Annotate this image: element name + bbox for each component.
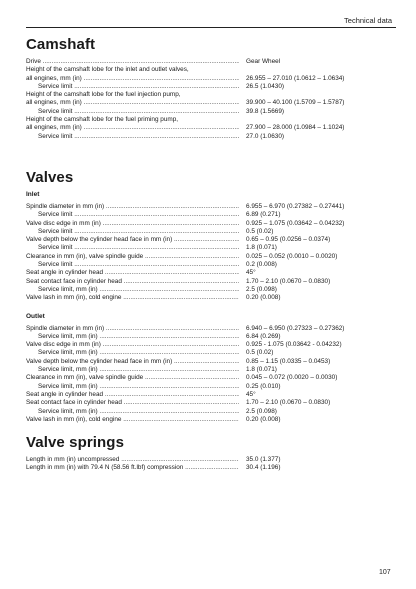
- spec-row: [26, 220, 392, 228]
- spec-value: 0.925 – 1.075 (0.03642 – 0.04232): [246, 219, 345, 227]
- spec-row: [26, 203, 392, 211]
- spec-value: 6.940 – 6.950 (0.27323 – 0.27362): [246, 324, 345, 332]
- spec-label: Service limit .....: [26, 228, 239, 236]
- spec-row: [26, 99, 392, 107]
- valve-springs-heading: Valve springs: [26, 434, 125, 452]
- spec-row: [26, 383, 392, 391]
- spec-row: [26, 366, 392, 374]
- spec-row: [26, 286, 392, 294]
- spec-row: [26, 253, 392, 261]
- spec-value: 0.20 (0.008): [246, 294, 281, 302]
- spec-label: Service limit, mm (in) .....: [26, 333, 239, 341]
- spec-label: Seat angle in cylinder head .....: [26, 391, 239, 399]
- spec-value: 0.20 (0.008): [246, 415, 281, 423]
- spec-value: 0.65 – 0.95 (0.0256 – 0.0374): [246, 236, 331, 244]
- spec-label: Clearance in mm (in), valve spindle guide .....: [26, 253, 239, 261]
- spec-value: 0.925 - 1.075 (0.03642 - 0.04232): [246, 341, 342, 349]
- spec-label: Service limit .....: [26, 83, 239, 91]
- spec-value: 2.5 (0.098): [246, 407, 277, 415]
- spec-label: Valve disc edge in mm (in) .....: [26, 341, 239, 349]
- spec-row: [26, 108, 392, 116]
- spec-value: 45°: [246, 269, 256, 277]
- spec-label: Seat contact face in cylinder head .....: [26, 399, 239, 407]
- spec-row: [26, 83, 392, 91]
- main-content: [26, 36, 392, 473]
- spec-row: [26, 464, 392, 472]
- spec-row: [26, 278, 392, 286]
- camshaft-heading: Camshaft: [26, 36, 96, 53]
- spec-value: 0.5 (0.02): [246, 227, 274, 235]
- outlet-table: [26, 325, 392, 425]
- spec-row: [26, 416, 392, 424]
- spec-row: [26, 408, 392, 416]
- spec-label: Valve depth below the cylinder head face in mm (in) .....: [26, 358, 239, 366]
- spec-value: 0.5 (0.02): [246, 349, 274, 357]
- spec-value: 1.70 – 2.10 (0.0670 – 0.0830): [246, 399, 331, 407]
- spec-value: [239, 116, 246, 124]
- spec-value: 26.955 – 27.010 (1.0612 – 1.0634): [246, 74, 345, 82]
- spec-label: Valve disc edge in mm (in) .....: [26, 220, 239, 228]
- spec-value: 30.4 (1.196): [246, 464, 281, 472]
- spec-label: Valve depth below the cylinder head face in mm (in) .....: [26, 236, 239, 244]
- spec-row: [26, 374, 392, 382]
- spec-value: 0.25 (0.010): [246, 382, 281, 390]
- spec-label: Height of the camshaft lobe for the inlet and outlet valves,: [26, 66, 189, 74]
- spec-label: Service limit, mm (in) .....: [26, 286, 239, 294]
- spec-label: Valve lash in mm (in), cold engine .....: [26, 294, 239, 302]
- spec-value: Gear Wheel: [246, 58, 281, 65]
- spec-label: Service limit, mm (in) .....: [26, 366, 239, 374]
- spec-row: [26, 116, 392, 124]
- spec-row: [26, 228, 392, 236]
- spec-label: Service limit, mm (in) .....: [26, 383, 239, 391]
- spec-value: 35.0 (1.377): [246, 456, 281, 464]
- spec-value: 6.89 (0.271): [246, 211, 281, 219]
- spec-label: all engines, mm (in) .....: [26, 75, 239, 83]
- spec-row: [26, 236, 392, 244]
- spec-label: Service limit, mm (in) .....: [26, 349, 239, 357]
- header-bar: [26, 7, 396, 28]
- spec-value: [239, 66, 246, 74]
- spec-row: [26, 211, 392, 219]
- spec-value: 27.0 (1.0630): [246, 132, 285, 140]
- spec-row: [26, 358, 392, 366]
- spec-label: Drive .....: [26, 58, 239, 66]
- spec-row: [26, 261, 392, 269]
- spec-value: 6.84 (0.269): [246, 332, 281, 340]
- outlet-subheading: Outlet: [26, 312, 45, 320]
- inlet-subheading: Inlet: [26, 190, 40, 198]
- spec-label: Seat angle in cylinder head .....: [26, 269, 239, 277]
- spec-value: 26.5 (1.0430): [246, 82, 285, 90]
- spec-value: 1.70 – 2.10 (0.0670 – 0.0830): [246, 277, 331, 285]
- spec-label: Length in mm (in) with 79.4 N (58.56 ft.lbf) compression .....: [26, 464, 239, 472]
- spec-label: Service limit .....: [26, 108, 239, 116]
- spec-label: all engines, mm (in) .....: [26, 124, 239, 132]
- spec-label: Service limit .....: [26, 261, 239, 269]
- spec-row: [26, 75, 392, 83]
- spec-label: Length in mm (in) uncompressed .....: [26, 456, 239, 464]
- spec-value: 6.955 – 6.970 (0.27382 – 0.27441): [246, 202, 345, 210]
- spec-label: Clearance in mm (in), valve spindle guide .....: [26, 374, 239, 382]
- spec-value: 1.8 (0.071): [246, 244, 277, 252]
- spec-value: 0.025 – 0.052 (0.0010 – 0.0020): [246, 252, 338, 260]
- spec-row: [26, 244, 392, 252]
- spec-label: Service limit, mm (in) .....: [26, 408, 239, 416]
- spec-row: [26, 456, 392, 464]
- spec-value: 0.2 (0.008): [246, 261, 277, 269]
- spec-row: [26, 325, 392, 333]
- spec-label: Service limit .....: [26, 133, 239, 141]
- spec-row: [26, 399, 392, 407]
- spec-label: all engines, mm (in) .....: [26, 99, 239, 107]
- spec-row: [26, 124, 392, 132]
- spec-value: 39.900 – 40.100 (1.5709 – 1.5787): [246, 99, 345, 107]
- spec-value: 0.045 – 0.072 (0.0020 – 0.0030): [246, 374, 338, 382]
- spec-value: 39.8 (1.5669): [246, 107, 285, 115]
- camshaft-table: [26, 58, 392, 141]
- spec-row: [26, 133, 392, 141]
- spec-row: [26, 294, 392, 302]
- spec-label: Seat contact face in cylinder head .....: [26, 278, 239, 286]
- spec-row: [26, 391, 392, 399]
- spec-value: 0.85 – 1.15 (0.0335 – 0.0453): [246, 357, 331, 365]
- spec-row: [26, 349, 392, 357]
- spec-value: 1.8 (0.071): [246, 366, 277, 374]
- spec-value: 45°: [246, 390, 256, 398]
- spec-row: [26, 341, 392, 349]
- spec-row: [26, 269, 392, 277]
- spec-value: 2.5 (0.098): [246, 285, 277, 293]
- spec-label: Spindle diameter in mm (in) .....: [26, 325, 239, 333]
- spec-value: [239, 91, 246, 99]
- header-title: Technical data: [344, 16, 392, 25]
- valves-heading: Valves: [26, 168, 74, 186]
- spec-row: [26, 58, 392, 66]
- spec-label: Height of the camshaft lobe for the fuel injection pump,: [26, 91, 181, 99]
- spec-label: Valve lash in mm (in), cold engine .....: [26, 416, 239, 424]
- spec-row: [26, 91, 392, 99]
- spec-label: Height of the camshaft lobe for the fuel priming pump,: [26, 116, 179, 124]
- spec-row: [26, 66, 392, 74]
- inlet-table: [26, 203, 392, 303]
- spec-value: 27.900 – 28.000 (1.0984 – 1.1024): [246, 124, 345, 132]
- spec-label: Service limit .....: [26, 211, 239, 219]
- spec-row: [26, 333, 392, 341]
- page-number: 107: [379, 569, 391, 576]
- valve-springs-table: [26, 456, 392, 473]
- spec-label: Spindle diameter in mm (in) .....: [26, 203, 239, 211]
- spec-label: Service limit .....: [26, 244, 239, 252]
